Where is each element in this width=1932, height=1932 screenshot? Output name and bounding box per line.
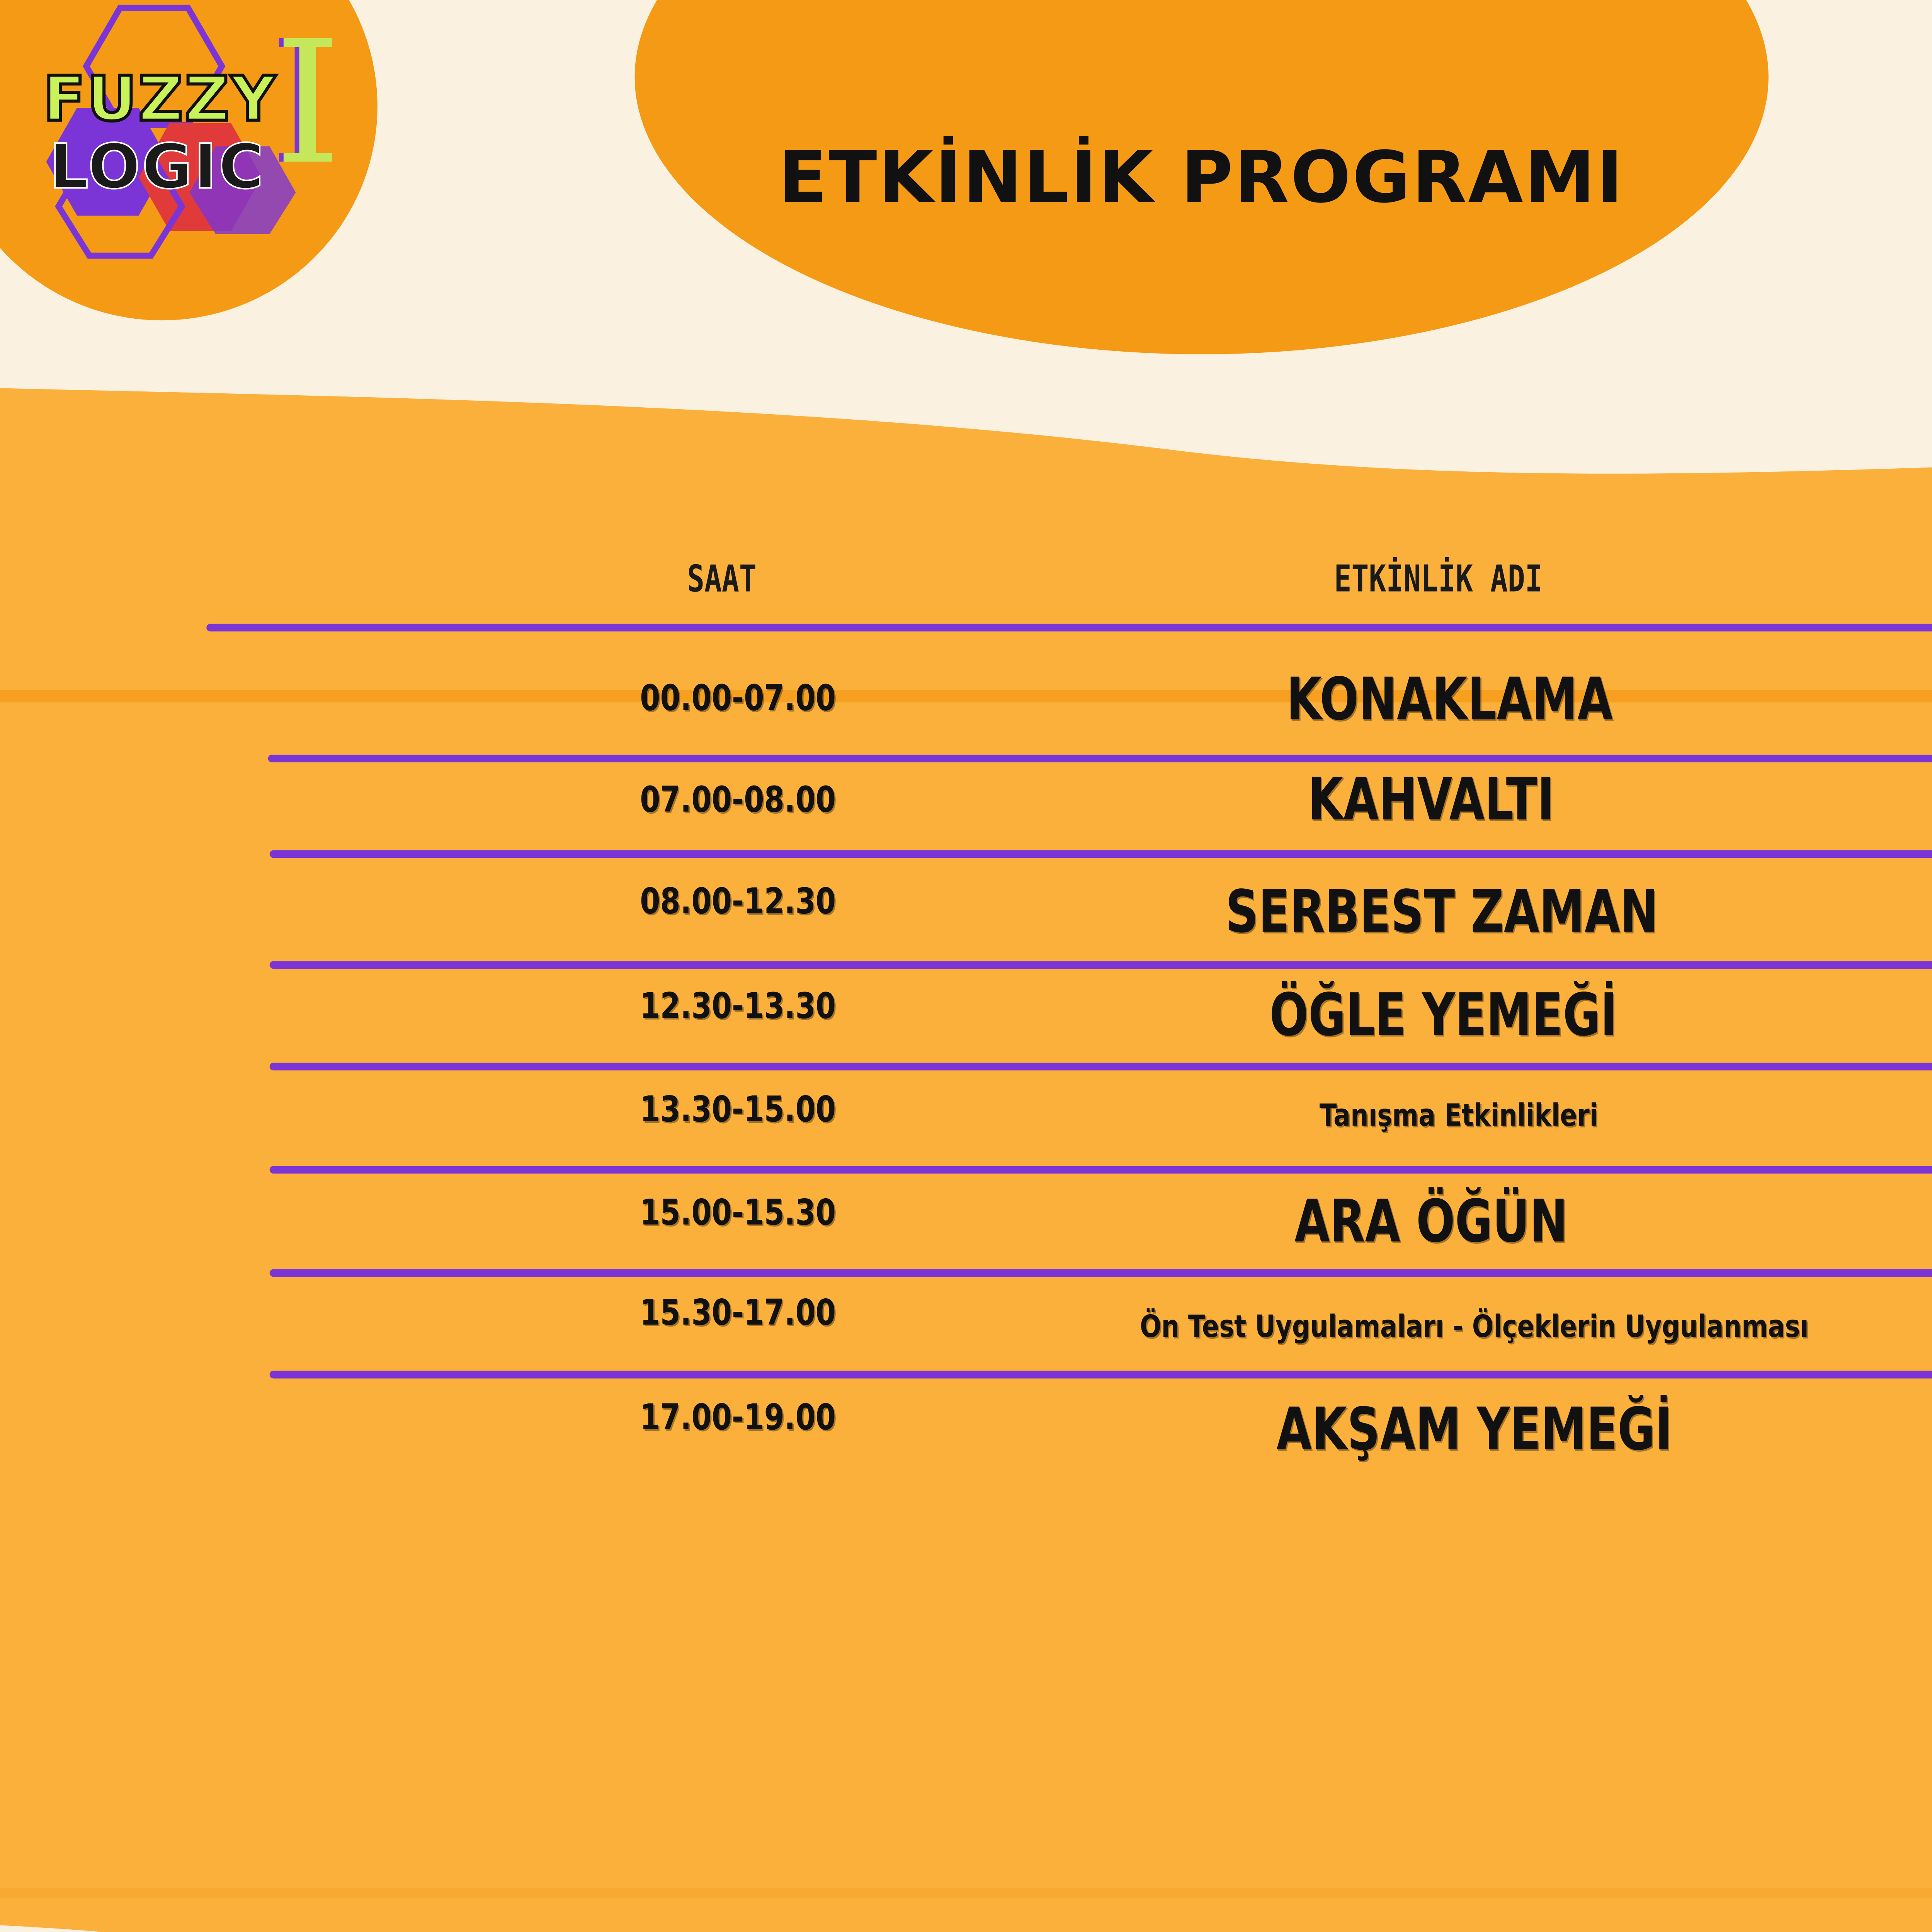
header-divider xyxy=(206,624,1932,631)
row-time: 08.00-12.30 xyxy=(640,882,836,923)
row-divider xyxy=(270,1063,1932,1070)
row-activity: ARA ÖĞÜN xyxy=(1294,1187,1568,1255)
row-activity: KONAKLAMA xyxy=(1286,665,1613,733)
header-time: SAAT xyxy=(687,557,757,601)
row-time: 00.00-07.00 xyxy=(640,679,836,719)
row-activity: KAHVALTI xyxy=(1308,765,1554,833)
row-time: 13.30-15.00 xyxy=(640,1090,836,1131)
row-divider xyxy=(268,755,1932,762)
row-divider xyxy=(270,1166,1932,1173)
row-time: 15.00-15.30 xyxy=(640,1194,836,1234)
row-divider xyxy=(270,850,1932,858)
row-time: 12.30-13.30 xyxy=(640,987,836,1027)
header-activity: ETKİNLİK ADI xyxy=(1334,557,1543,601)
row-time: 17.00-19.00 xyxy=(640,1398,836,1439)
row-time: 07.00-08.00 xyxy=(640,781,836,821)
logo-logic-text: LOGIC xyxy=(49,132,265,204)
row-divider xyxy=(270,1371,1932,1379)
row-activity: Tanışma Etkinlikleri xyxy=(1319,1097,1599,1134)
row-time: 15.30-17.00 xyxy=(640,1294,836,1334)
logo-fuzzy-text: FUZZY xyxy=(43,65,277,136)
row-divider xyxy=(270,1269,1932,1277)
row-activity: SERBEST ZAMAN xyxy=(1225,878,1658,946)
row-activity: Ön Test Uygulamaları - Ölçeklerin Uygulanması xyxy=(1139,1308,1809,1345)
row-divider xyxy=(270,961,1932,969)
page-title: ETKİNLİK PROGRAMI xyxy=(779,135,1625,219)
row-activity: ÖĞLE YEMEĞİ xyxy=(1269,981,1617,1049)
row-activity: AKŞAM YEMEĞİ xyxy=(1276,1395,1672,1463)
logo-numeral: I xyxy=(274,4,341,202)
